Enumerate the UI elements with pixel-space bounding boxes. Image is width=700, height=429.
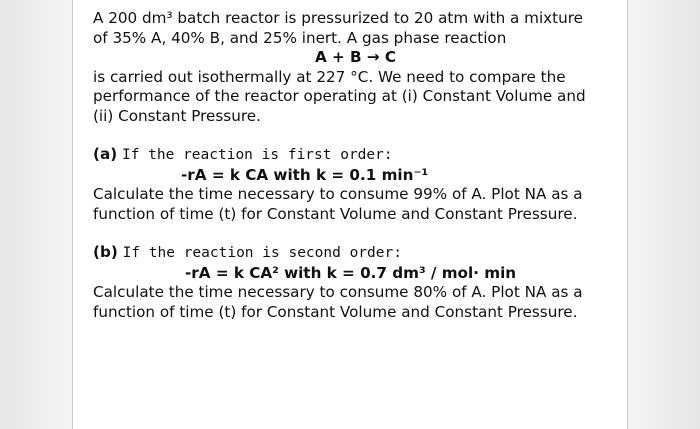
- reaction-equation: A + B → C: [314, 48, 397, 66]
- page-edge-right: [627, 0, 628, 429]
- part-a-line-2: function of time (t) for Constant Volume and Constant Pressure.: [93, 204, 578, 223]
- intro-line-1: A 200 dm³ batch reactor is pressurized to 20 atm with a mixture: [93, 9, 584, 27]
- part-b-condition: If the reaction is second order:: [122, 245, 402, 261]
- part-b-line-1: Calculate the time necessary to consume 80% of A. Plot NA as a: [93, 283, 583, 301]
- spacer: [93, 126, 618, 145]
- part-b-label: (b): [93, 243, 118, 261]
- part-b-rate-law: -rA = k CA² with k = 0.7 dm³ / mol· min: [185, 263, 517, 282]
- part-b-line-2: function of time (t) for Constant Volume and Constant Pressure.: [93, 302, 578, 321]
- part-a-heading: [93, 145, 618, 166]
- intro-line-4: performance of the reactor operating at (i) Constant Volume and: [93, 87, 586, 105]
- part-a-rate-law: -rA = k CA with k = 0.1 min⁻¹: [181, 165, 429, 184]
- intro-line-2: of 35% A, 40% B, and 25% inert. A gas phase reaction: [93, 28, 507, 47]
- problem-text: [93, 9, 618, 322]
- left-margin: [0, 0, 72, 429]
- spacer: [93, 224, 618, 243]
- part-b-heading: [93, 243, 618, 264]
- part-a-condition: If the reaction is first order:: [121, 147, 393, 163]
- intro-line-3: is carried out isothermally at 227 °C. We need to compare the: [93, 67, 566, 86]
- intro-line-5: (ii) Constant Pressure.: [93, 106, 261, 125]
- part-a-line-1: Calculate the time necessary to consume 99% of A. Plot NA as a: [93, 185, 583, 203]
- right-margin: [628, 0, 700, 429]
- part-a-label: (a): [93, 145, 118, 163]
- document-page: [73, 0, 627, 429]
